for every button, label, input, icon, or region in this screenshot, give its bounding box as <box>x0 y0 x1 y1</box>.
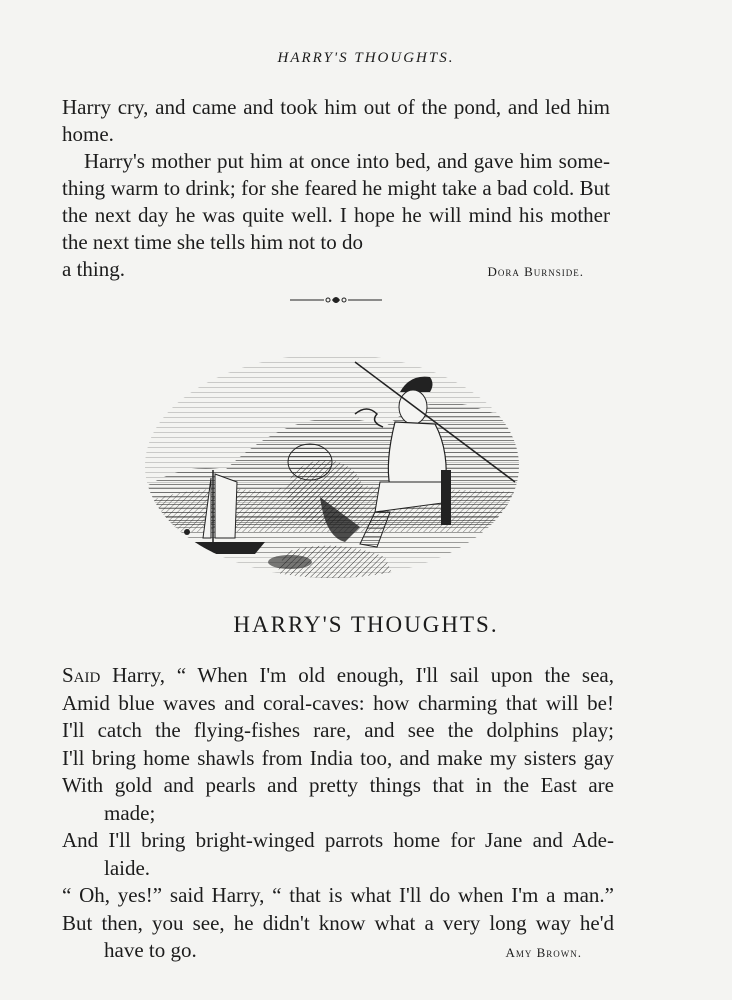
poem-line-6-continuation: laide. <box>104 855 151 880</box>
prose-paragraph-2: Harry's mother put him at once into bed, and gave him some-thing warm to drink; for she feared he might take a bad cold. But the next day he was quite well. I hope he will mind his mother the next time she tells him not to do <box>62 149 610 254</box>
prose-signature: Dora Burnside. <box>487 264 584 279</box>
poem-line-1-rest: Harry, “ When I'm old enough, I'll sail upon the sea, <box>100 663 614 687</box>
poem-first-word: Said <box>62 663 101 687</box>
ornament-divider-icon <box>290 293 382 307</box>
harry-boat-illustration <box>145 352 520 580</box>
prose-signature-line <box>62 256 610 285</box>
prose-block <box>62 94 610 285</box>
poem-line-5-continuation: made; <box>104 800 156 825</box>
poem-line-5: With gold and pearls and pretty things that in the East are <box>62 773 614 797</box>
prose-paragraph-2-end: a thing. <box>62 257 125 281</box>
poem-line-1 <box>62 662 614 690</box>
poem-line-8: But then, you see, he didn't know what a very long way he'd <box>62 910 614 935</box>
poem-signature: Amy Brown. <box>505 945 582 960</box>
poem-title: HARRY'S THOUGHTS. <box>233 612 499 637</box>
poem-last-line <box>62 937 614 967</box>
running-head: HARRY'S THOUGHTS. <box>277 50 455 66</box>
poem-line-8-continuation: have to go. <box>104 938 197 962</box>
poem-line-7: “ Oh, yes!” said Harry, “ that is what I'll do when I'm a man.” <box>62 883 614 907</box>
poem-line-3: I'll catch the flying-fishes rare, and see the dolphins play; <box>62 718 614 742</box>
poem-body <box>62 662 614 967</box>
poem-line-6: And I'll bring bright-winged parrots home for Jane and Ade- <box>62 828 614 852</box>
poem-line-4: I'll bring home shawls from India too, and make my sisters gay <box>62 745 614 770</box>
prose-paragraph-1: Harry cry, and came and took him out of the pond, and led him home. <box>62 95 610 146</box>
poem-line-2: Amid blue waves and coral-caves: how charming that will be! <box>62 690 614 715</box>
